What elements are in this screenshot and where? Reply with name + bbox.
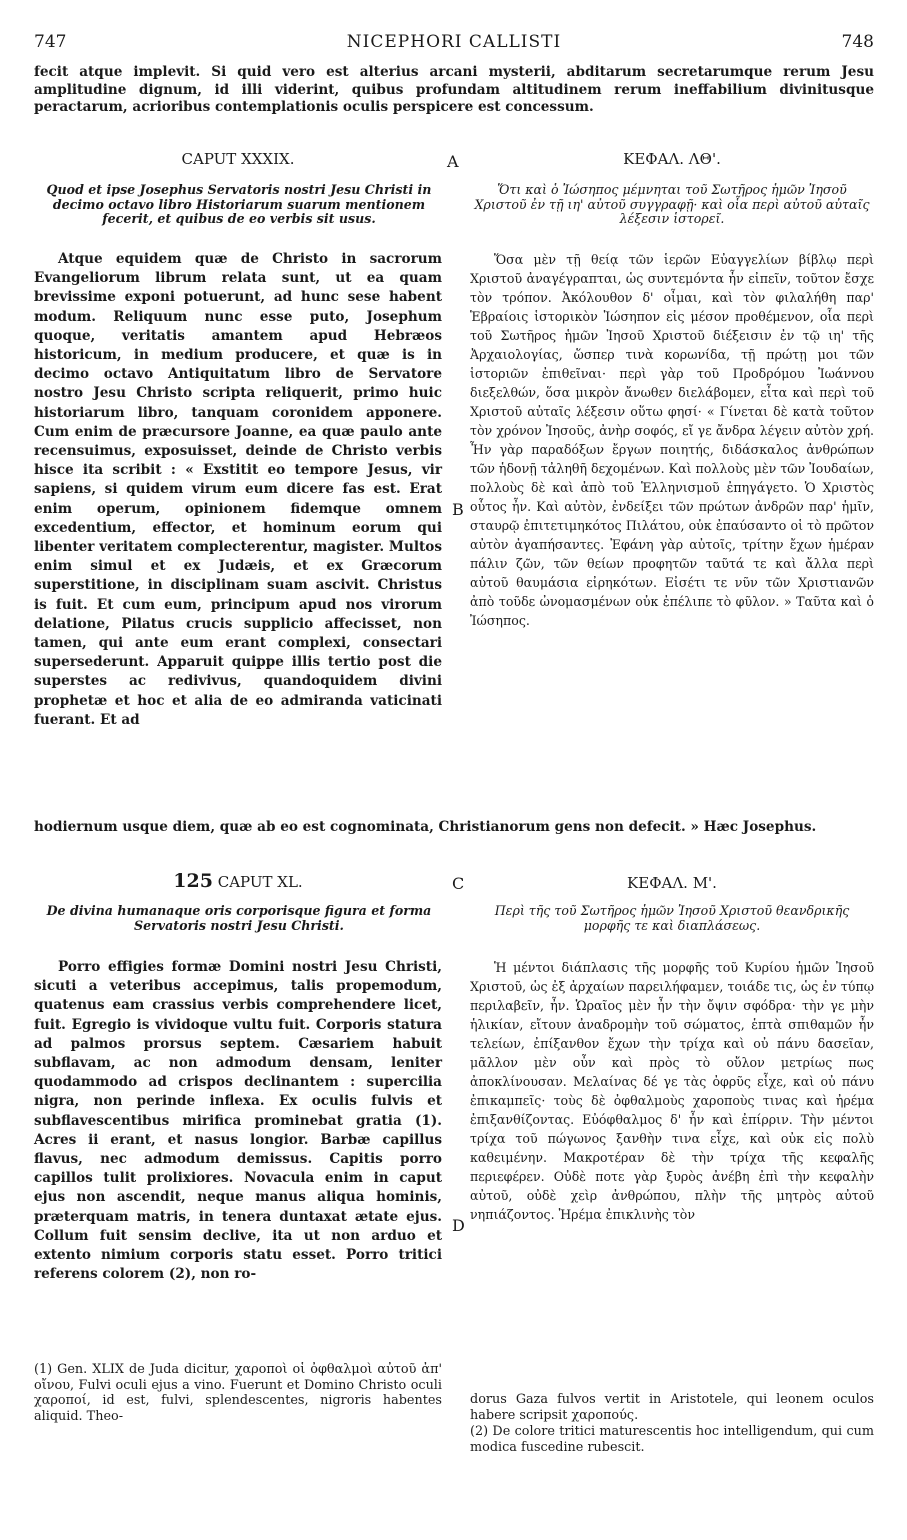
opening-paragraph: fecit atque implevit. Si quid vero est alterius arcani mysterii, abditarum secretarumque rerum Jesu amplitudine dignum, id illi viderint, quibus profundam altitudinem rerum ineffabilium divinitusque peractarum, acrioribus contemplationis oculis perspicere est concessum. [34,64,874,116]
section-marker-b: B [452,500,464,519]
running-title: NICEPHORI CALLISTI [346,32,562,52]
chapter-39-closing: hodiernum usque diem, quæ ab eo est cognominata, Christianorum gens non defecit. » Hæc Josephus. [34,819,817,835]
chapter-39-greek-text: Ὅσα μὲν τῇ θείᾳ τῶν ἱερῶν Εὐαγγελίων βίβλῳ περὶ Χριστοῦ ἀναγέγραπται, ὡς συντεμόντα ἦν εἰπεῖν, τοῦτον ἔσχε τὸν τρόπον. Ἀκόλουθον δ' οἶμαι, καὶ τὸν φιλαλήθη παρ' Ἑβραίοις ἱστορικὸν Ἰώσηπον εἰς μέσον προθέμενον, οἷα περὶ τοῦ Σωτῆρος ἡμῶν Ἰησοῦ Χριστοῦ διέξεισιν ἐν τῷ ιη' τῆς Ἀρχαιολογίας, ὥσπερ τινὰ κορωνίδα, τῇ πρώτῃ μοι τῶν ἱστοριῶν ἐπιθεῖναι· περὶ γὰρ τοῦ Προδρόμου Ἰωάννου διεξελθών, ὅσα μικρὸν ἄνωθεν διελάβομεν, εἶτα καὶ περὶ τοῦ Χριστοῦ αὐταῖς λέξεσιν οὕτω φησί· « Γίνεται δὲ κατὰ τοῦτον τὸν χρόνον Ἰησοῦς, ἀνὴρ σοφός, εἴ γε ἄνδρα λέγειν αὐτὸν χρή. Ἦν γὰρ παραδόξων ἔργων ποιητής, διδάσκαλος ἀνθρώπων τῶν ἡδονῇ τἀληθῆ δεχομένων. Καὶ πολλοὺς μὲν τῶν Ἰουδαίων, πολλοὺς δὲ καὶ ἀπὸ τοῦ Ἑλληνισμοῦ ἐπηγάγετο. Ὁ Χριστὸς οὗτος ἦν. Καὶ αὐτὸν, ἐνδείξει τῶν πρώτων ἀνδρῶν παρ' ἡμῖν, σταυρῷ ἐπιτετιμηκότος Πιλάτου, οὐκ ἐπαύσαντο οἱ τὸ πρῶτον αὐτὸν ἀγαπήσαντες. Ἐφάνη γὰρ αὐτοῖς, τρίτην ἔχων ἡμέραν πάλιν ζῶν, τῶν θείων προφητῶν ταῦτά τε καὶ ἄλλα περὶ αὐτοῦ θαυμάσια εἰρηκότων. Εἰσέτι τε νῦν τῶν Χριστιανῶν ἀπὸ τοῦδε ὠνομασμένων οὐκ ἐπέλιπε τὸ φῦλον. » Ταῦτα καὶ ὁ Ἰώσηπος. [470,252,874,628]
chapter-39-latin-text: Atque equidem quæ de Christo in sacrorum Evangeliorum librum relata sunt, ut ea quam brevissime exponi potuerunt, ad hunc sese habent modum. Reliquum nunc esse puto, Josephum quoque, veritatis amantem apud Hebræos historicum, in medium producere, et quæ is in decimo octavo Antiquitatum libro de Servatore nostro Jesu Christo scripta reliquerit, primo huic historiarum libro, tanquam coronidem apponere. Cum enim de præcursore Joanne, ea quæ paulo ante recensuimus, exposuisset, deinde de Christo verbis hisce ita scribit : « Exstitit eo tempore Jesus, vir sapiens, si quidem virum eum dicere fas est. Erat enim operum, opinionem fidemque omnem excedentium, effector, et hominum eorum qui libenter veritatem complecterentur, magister. Multos enim simul et ex Judæis, et ex Græcorum superstitione, in disciplinam suam ascivit. Christus is fuit. Et cum eum, principum apud nos virorum delatione, Pilatus crucis supplicio affecisset, non tamen, qui ante eum erant complexi, consectari supersederunt. Apparuit quippe illis tertio post die superstes ac redivivus, quandoquidem divini prophetæ et hoc et alia de eo admiranda vaticinati fuerant. Et ad [34,251,442,728]
page-number-right: 748 [841,32,874,52]
chapter-40-greek-subtitle: Περὶ τῆς τοῦ Σωτῆρος ἡμῶν Ἰησοῦ Χριστοῦ θεανδρικῆς μορφῆς τε καὶ διαπλάσεως. [494,903,850,933]
chapter-39-latin-heading: CAPUT XXXIX. [181,150,295,168]
footnote-1-continued: dorus Gaza fulvos vertit in Aristotele, qui leonem oculos habere scripsit χαροπούς. [470,1392,874,1423]
chapter-40-latin-title: CAPUT XL. [217,873,303,891]
column-number: 125 [173,870,213,892]
chapter-40-greek-text: Ἡ μέντοι διάπλασις τῆς μορφῆς τοῦ Κυρίου ἡμῶν Ἰησοῦ Χριστοῦ, ὡς ἐξ ἀρχαίων παρειλήφαμεν, τοιάδε τις, ὡς ἐν τύπῳ περιλαβεῖν, ἦν. Ὡραῖος μὲν ἦν τὴν ὄψιν σφόδρα· τὴν γε μὴν ἡλικίαν, εἴτουν ἀναδρομὴν τοῦ σώματος, ἑπτὰ σπιθαμῶν ἦν τελείων, ἐπίξανθον ἔχων τὴν τρίχα καὶ οὐ πάνυ δασεῖαν, μᾶλλον μὲν οὖν καὶ πρὸς τὸ οὔλον μετρίως πως ἀποκλίνουσαν. Μελαίνας δέ γε τὰς ὀφρῦς εἶχε, καὶ οὐ πάνυ ἐπικαμπεῖς· τοὺς δὲ ὀφθαλμοὺς χαροποὺς τινας καὶ ἠρέμα ἐπιξανθίζοντας. Εὐόφθαλμος δ' ἦν καὶ ἐπίρριν. Τὴν μέντοι τρίχα τοῦ πώγωνος ξανθὴν τινα εἶχε, καὶ οὐκ εἰς πολὺ καθειμένην. Μακροτέραν δὲ τὴν τρίχα τῆς κεφαλῆς περιεφέρεν. Οὐδὲ ποτε γὰρ ξυρὸς ἀνέβη ἐπὶ τὴν κεφαλὴν αὐτοῦ, οὐδὲ χεὶρ ἀνθρώπου, πλὴν τῆς μητρὸς αὐτοῦ νηπιάζοντος. Ἠρέμα ἐπικλινὴς τὸν [470,960,874,1222]
chapter-40-latin-heading [34,870,442,892]
section-marker-d: D [452,1216,465,1235]
section-marker-c: C [452,874,465,893]
chapter-39-latin-subtitle: Quod et ipse Josephus Servatoris nostri Jesu Christi in decimo octavo libro Historiarum suarum mentionem fecerit, et quibus de eo verbis sit usus. [46,182,432,226]
footnote-2: (2) De colore tritici maturescentis hoc intelligendum, qui cum modica fuscedine rubescit. [470,1424,874,1455]
chapter-39-greek-subtitle: Ὅτι καὶ ὁ Ἰώσηπος μέμνηται τοῦ Σωτῆρος ἡμῶν Ἰησοῦ Χριστοῦ ἐν τῇ ιη' αὐτοῦ συγγραφῇ· καὶ οἷα περὶ αὐτοῦ αὐταῖς λέξεσιν ἱστορεῖ. [474,182,870,226]
chapter-40-latin-subtitle: De divina humanaque oris corporisque figura et forma Servatoris nostri Jesu Christi. [46,903,432,933]
section-marker-a: A [447,152,459,171]
chapter-40-latin-text: Porro effigies formæ Domini nostri Jesu Christi, sicuti a veteribus accepimus, talis propemodum, quatenus eam crassius verbis comprehendere licet, fuit. Egregio is vividoque vultu fuit. Corporis statura ad palmos prorsus septem. Cæsariem habuit subflavam, ac non admodum densam, leniter quodammodo ad crispos declinantem : supercilia nigra, non perinde inflexa. Ex oculis fulvis et subflavescentibus mirifica prominebat gratia (1). Acres ii erant, et nasus longior. Barbæ capillus flavus, nec admodum demissus. Capitis porro capillos tulit prolixiores. Novacula enim in caput ejus non ascendit, neque manus aliqua hominis, præterquam matris, in tenera duntaxat ætate ejus. Collum fuit sensim declive, ita ut non arduo et extento nimium corporis statu esset. Porro tritici referens colorem (2), non ro- [34,959,442,1283]
chapter-39-greek-heading: ΚΕΦΑΛ. ΛΘ'. [623,150,721,168]
footnote-1: (1) Gen. XLIX de Juda dicitur, χαροποὶ οἱ ὀφθαλμοὶ αὐτοῦ ἀπ' οἴνου, Fulvi oculi ejus a vino. Fuerunt et Domino Christo oculi χαροποί, id est, fulvi, splendescentes, nigroris habentes aliquid. Theo- [34,1362,442,1424]
page-number-left: 747 [34,32,67,52]
chapter-40-greek-heading: ΚΕΦΑΛ. Μ'. [627,874,717,892]
running-header [34,32,874,56]
